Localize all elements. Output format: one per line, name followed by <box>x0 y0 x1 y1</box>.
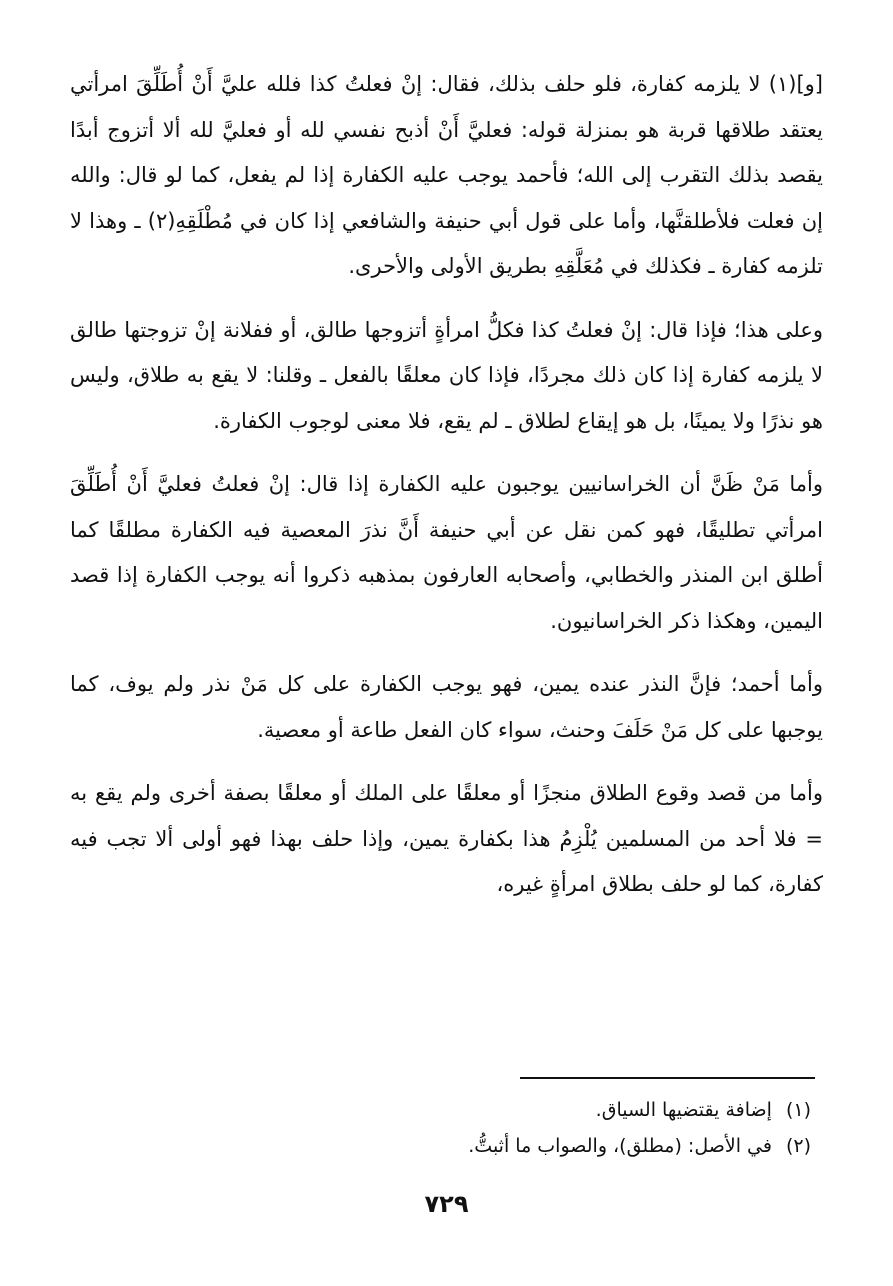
page-body <box>70 62 823 908</box>
paragraph-2: وعلى هذا؛ فإذا قال: إنْ فعلتُ كذا فكلُّ امرأةٍ أتزوجها طالق، أو ففلانة إنْ تزوجتها طالق لا يلزمه كفارة إذا كان ذلك مجردًا، فإذا كان معلقًا بالفعل ـ وقلنا: لا يقع به طلاق، وليس هو نذرًا ولا يمينًا، بل هو إيقاع لطلاق ـ لم يقع، فلا معنى لوجوب الكفارة. <box>70 317 823 433</box>
page-number: ٧٢٩ <box>424 1190 469 1218</box>
footnotes <box>70 1092 823 1164</box>
footnote-1-text: إضافة يقتضيها السياق. <box>595 1099 772 1121</box>
paragraph-1: [و](١) لا يلزمه كفارة، فلو حلف بذلك، فقال: إنْ فعلتُ كذا فلله عليَّ أَنْ أُطَلِّقَ امرأتي يعتقد طلاقها قربة هو بمنزلة قوله: فعليَّ أَنْ أذبح نفسي لله أو فعليَّ لله ألا أتزوج أبدًا يقصد بذلك التقرب إلى الله؛ فأحمد يوجب عليه الكفارة إذا لم يفعل، كما لو قال: والله إن فعلت فلأطلقنَّها، وأما على قول أبي حنيفة والشافعي إذا كان في مُطْلَقِهِ(٢) ـ وهذا لا تلزمه كفارة ـ فكذلك في مُعَلَّقِهِ بطريق الأولى والأحرى. <box>70 72 824 278</box>
paragraph-3: وأما مَنْ ظَنَّ أن الخراسانيين يوجبون عليه الكفارة إذا قال: إنْ فعلتُ فعليَّ أَنْ أُطَلِّقَ امرأتي تطليقًا، فهو كمن نقل عن أبي حنيفة أَنَّ نذرَ المعصية فيه الكفارة مطلقًا كما أطلق ابن المنذر والخطابي، وأصحابه العارفون بمذهبه ذكروا أنه يوجب الكفارة إذا قصد اليمين، وهكذا ذكر الخراسانيون. <box>70 472 823 633</box>
paragraph-5: وأما من قصد وقوع الطلاق منجزًا أو معلقًا على الملك أو معلقًا بصفة أخرى ولم يقع به = فلا أحد من المسلمين يُلْزِمُ هذا بكفارة يمين، وإذا حلف بهذا فهو أولى ألا تجب فيه كفارة، كما لو حلف بطلاق امرأةٍ غيره، <box>70 781 823 896</box>
footnote-1 <box>70 1092 823 1128</box>
footnote-2-number: (٢) <box>785 1135 811 1157</box>
footnote-1-number: (١) <box>785 1099 811 1121</box>
footnote-divider <box>520 1077 815 1079</box>
paragraph-4: وأما أحمد؛ فإنَّ النذر عنده يمين، فهو يوجب الكفارة على كل مَنْ نذر ولم يوف، كما يوجبها على كل مَنْ حَلَفَ وحنث، سواء كان الفعل طاعة أو معصية. <box>70 672 823 742</box>
footnote-2 <box>70 1128 823 1164</box>
footnote-2-text: في الأصل: (مطلق)، والصواب ما أثبتُّ. <box>468 1135 772 1157</box>
